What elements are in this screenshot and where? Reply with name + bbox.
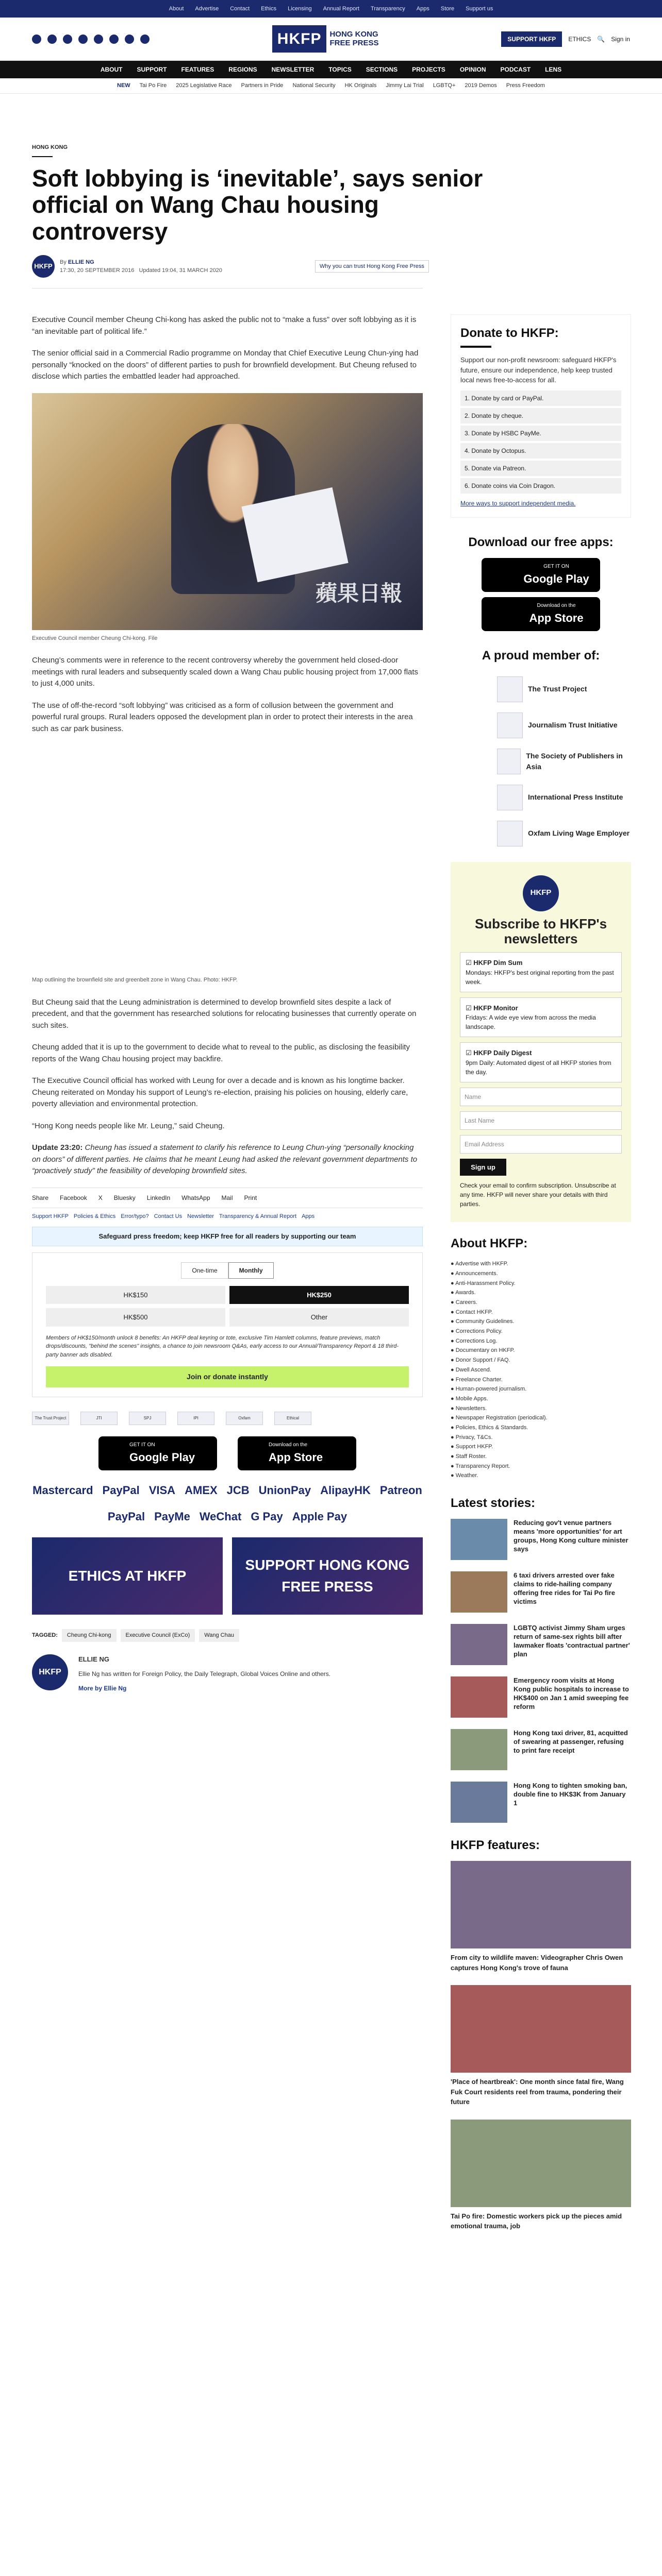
payment-logo: PayMe <box>154 1510 190 1523</box>
about-link[interactable]: ● Weather. <box>451 1472 478 1479</box>
about-link[interactable]: ● Donor Support / FAQ. <box>451 1357 510 1364</box>
about-link[interactable]: ● Staff Roster. <box>451 1453 487 1460</box>
about-link[interactable]: ● Documentary on HKFP. <box>451 1347 515 1354</box>
author-bio: Ellie Ng has written for Foreign Policy, the Daily Telegraph, Global Voices Online and others. <box>78 1670 331 1677</box>
paragraph: Executive Council member Cheung Chi-kong has asked the public not to “make a fuss” over soft lobbying as it is “an inevitable part of political life.” <box>32 315 417 336</box>
main-nav <box>0 61 662 78</box>
topbar-link-licensing[interactable]: Licensing <box>288 5 312 12</box>
ethics-video[interactable]: ETHICS AT HKFP <box>32 1537 223 1615</box>
monthly-option[interactable]: Monthly <box>228 1262 274 1279</box>
donate-heading: Donate to HKFP: <box>460 326 559 340</box>
share-print[interactable]: Print <box>244 1194 257 1201</box>
trending-item[interactable]: National Security <box>292 82 336 89</box>
story-title[interactable]: Hong Kong taxi driver, 81, acquitted of swearing at passenger, refusing to print fare receipt <box>514 1729 628 1754</box>
trending-bar <box>0 78 662 94</box>
share-linkedin[interactable]: LinkedIn <box>146 1194 171 1201</box>
email-input[interactable]: Email Address <box>460 1135 622 1154</box>
nav-item-projects[interactable]: PROJECTS <box>412 66 445 73</box>
topbar-link-support-us[interactable]: Support us <box>466 5 493 12</box>
header-actions <box>501 31 630 47</box>
sidebar-latest <box>451 1494 631 1823</box>
payment-logo: Patreon <box>379 1484 422 1497</box>
latest-story[interactable] <box>451 1676 631 1718</box>
about-link[interactable]: ● Contact HKFP. <box>451 1309 493 1315</box>
email-icon[interactable] <box>125 35 134 44</box>
member-logo[interactable]: Ethical <box>274 1412 311 1425</box>
article-header <box>32 135 630 289</box>
trending-item[interactable]: Partners in Pride <box>241 82 284 89</box>
about-link[interactable]: ● Announcements. <box>451 1270 498 1277</box>
share-bar <box>32 1188 423 1208</box>
about-link[interactable]: ● Advertise with HKFP. <box>451 1261 508 1267</box>
site-logo[interactable] <box>272 25 379 53</box>
author-avatar[interactable]: HKFP <box>32 255 55 278</box>
safeguard-banner[interactable]: Safeguard press freedom; keep HKFP free for all readers by supporting our team <box>32 1227 423 1246</box>
feature-title[interactable]: Tai Po fire: Domestic workers pick up the pieces amid emotional trauma, job <box>451 2212 622 2230</box>
payment-logo: AMEX <box>185 1484 218 1497</box>
author-box <box>32 1654 423 1693</box>
donate-method[interactable]: 1. Donate by card or PayPal. <box>460 391 621 406</box>
feature-title[interactable]: From city to wildlife maven: Videographer Chris Owen captures Hong Kong's trove of fauna <box>451 1954 623 1972</box>
photo-watermark: 蘋果日報 <box>315 581 402 605</box>
updated-date: Updated 19:04, 31 MARCH 2020 <box>139 267 222 274</box>
donate-method[interactable]: 6. Donate coins via Coin Dragon. <box>460 478 621 494</box>
amount-250[interactable]: HK$250 <box>229 1286 409 1304</box>
payment-logo: JCB <box>226 1484 250 1497</box>
photo-caption: Executive Council member Cheung Chi-kong. File <box>32 635 158 641</box>
footer-link[interactable]: Policies & Ethics <box>73 1213 116 1219</box>
logo-text: HONG KONG FREE PRESS <box>329 30 379 47</box>
app-store-button[interactable]: Download on the App Store <box>482 597 600 631</box>
trending-label: NEW <box>117 82 130 89</box>
share-label: Share <box>32 1194 49 1201</box>
member-name: Journalism Trust Initiative <box>528 721 618 729</box>
nav-item-regions[interactable]: REGIONS <box>228 66 257 73</box>
trending-item[interactable]: Tai Po Fire <box>139 82 167 89</box>
member-logo-icon <box>497 749 521 774</box>
donate-note: Members of HK$150/month unlock 8 benefits: An HKFP deal keyring or tote, exclusive Tim Hamlett columns, feature previews, match drops/discounts, "behind the scenes" insights, a chance to join newsroom Q&As, early access to our Annual/Transparency Report & 18 third-party banner ads disabled. <box>46 1334 399 1358</box>
topbar-link-annual-report[interactable]: Annual Report <box>323 5 359 12</box>
signin-link[interactable]: Sign in <box>611 35 630 43</box>
payment-logo: WeChat <box>199 1510 242 1523</box>
more-ways-link[interactable]: More ways to support independent media. <box>460 499 576 507</box>
member-logos-row <box>32 1412 423 1425</box>
member-item[interactable] <box>451 707 631 743</box>
feature-image[interactable] <box>451 2120 631 2207</box>
story-thumbnail[interactable] <box>451 1624 507 1665</box>
feature-story[interactable] <box>451 1861 631 1973</box>
trending-item[interactable]: HK Originals <box>344 82 377 89</box>
facebook-icon[interactable] <box>32 35 41 44</box>
amount-other[interactable]: Other <box>229 1308 409 1327</box>
story-title[interactable]: Emergency room visits at Hong Kong public hospitals to increase to HK$400 on Jan 1 amid sweeping fee reform <box>514 1676 629 1710</box>
payment-logo: G Pay <box>251 1510 283 1523</box>
instagram-icon[interactable] <box>63 35 72 44</box>
member-name: International Press Institute <box>528 793 623 801</box>
topbar-link-advertise[interactable]: Advertise <box>195 5 219 12</box>
author-info <box>78 1654 330 1693</box>
paragraph: The senior official said in a Commercial Radio programme on Monday that Chief Executive Leung Chun-ying had personally “knocked on the doors” of different parties to push for brownfield development. But Cheung refused to disclose which parties the embattled leader had approached. <box>32 349 419 381</box>
member-item[interactable] <box>451 816 631 852</box>
newsletter-option-name: ☑ HKFP Monitor <box>466 1004 518 1012</box>
paragraph: Cheung added that it is up to the government to decide what to reveal to the public, as disclosing the feasibility reports of the Wang Chau housing project may backfire. <box>32 1043 410 1063</box>
newsletter-option[interactable] <box>460 997 622 1038</box>
rss-icon[interactable] <box>140 35 150 44</box>
story-thumbnail[interactable] <box>451 1729 507 1770</box>
trending-item[interactable]: LGBTQ+ <box>433 82 456 89</box>
newsletter-title: Subscribe to HKFP's newsletters <box>474 916 607 947</box>
map-caption: Map outlining the brownfield site and greenbelt zone in Wang Chau. Photo: HKFP. <box>32 977 238 983</box>
newsletter-note: Check your email to confirm subscription. Unsubscribe at any time. HKFP will never share your details with third parties. <box>460 1182 616 1208</box>
nav-item-lens[interactable]: LENS <box>545 66 562 73</box>
paragraph: The Executive Council official has worked with Leung for over a decade and is known as his longtime backer. Cheung reiterated on Monday his support of Leung’s re-election, praising his policies on housing, elderly care, poverty alleviation and environmental protection. <box>32 1076 408 1108</box>
donate-method[interactable]: 3. Donate by HSBC PayMe. <box>460 426 621 441</box>
share-facebook[interactable]: Facebook <box>60 1194 87 1201</box>
topbar-link-about[interactable]: About <box>169 5 184 12</box>
sidebar-donate <box>451 314 631 518</box>
about-link[interactable]: ● Newsletters. <box>451 1405 487 1412</box>
about-link[interactable]: ● Newspaper Registration (periodical). <box>451 1415 548 1421</box>
amount-150[interactable]: HK$150 <box>46 1286 225 1304</box>
feature-image[interactable] <box>451 1861 631 1948</box>
google-play-button[interactable]: GET IT ON Google Play <box>98 1436 217 1470</box>
member-name: The Society of Publishers in Asia <box>526 751 623 771</box>
nav-item-about[interactable]: ABOUT <box>100 66 123 73</box>
newsletter-option-name: ☑ HKFP Daily Digest <box>466 1049 532 1057</box>
member-logo-icon <box>497 821 523 846</box>
feature-title[interactable]: 'Place of heartbreak': One month since fatal fire, Wang Fuk Court residents reel from trauma, pondering their future <box>451 2078 624 2106</box>
members-heading: A proud member of: <box>482 648 600 663</box>
payment-logo: VISA <box>148 1484 176 1497</box>
trending-item[interactable]: 2019 Demos <box>465 82 497 89</box>
about-link[interactable]: ● Freelance Charter. <box>451 1376 503 1383</box>
update-note: Update 23:20: Cheung has issued a statement to clarify his reference to Leung Chun-ying “personally knocking on doors” of different parties. He claims that he meant Leung had asked the relevant government departments to “proactively study” the feasibility of developing brownfield sites. <box>32 1143 418 1175</box>
one-time-option[interactable]: One-time <box>181 1262 228 1279</box>
member-logo-icon <box>497 713 523 738</box>
newsletter-option-name: ☑ HKFP Dim Sum <box>466 959 523 967</box>
nav-item-opinion[interactable]: OPINION <box>459 66 486 73</box>
topbar-link-transparency[interactable]: Transparency <box>370 5 405 12</box>
app-store-button[interactable]: Download on the App Store <box>238 1436 356 1470</box>
latest-heading: Latest stories: <box>451 1496 536 1511</box>
author-link[interactable]: ELLIE NG <box>68 259 94 265</box>
donate-method[interactable]: 5. Donate via Patreon. <box>460 461 621 476</box>
support-hkfp-button[interactable]: SUPPORT HKFP <box>501 31 562 47</box>
newsletter-box <box>451 862 631 1223</box>
member-logo[interactable]: The Trust Project <box>32 1412 69 1425</box>
about-link[interactable]: ● Policies, Ethics & Standards. <box>451 1424 528 1431</box>
author-name[interactable]: ELLIE NG <box>78 1655 109 1663</box>
logo-mark: HKFP <box>272 25 327 53</box>
nav-item-podcast[interactable]: PODCAST <box>500 66 531 73</box>
tag-chip[interactable]: Executive Council (ExCo) <box>121 1629 195 1642</box>
signup-button[interactable]: Sign up <box>460 1159 506 1176</box>
story-thumbnail[interactable] <box>451 1782 507 1823</box>
member-logo[interactable]: JTI <box>80 1412 118 1425</box>
social-icons <box>32 35 150 44</box>
newsletter-option-desc: Fridays: A wide eye view from across the media landscape. <box>466 1014 596 1031</box>
nav-item-features[interactable]: FEATURES <box>181 66 214 73</box>
bluesky-icon[interactable] <box>109 35 119 44</box>
payment-logos <box>32 1482 423 1525</box>
member-logo-icon <box>497 785 523 810</box>
published-date: 17:30, 20 SEPTEMBER 2016 <box>60 267 135 274</box>
latest-story[interactable] <box>451 1729 631 1770</box>
about-link[interactable]: ● Mobile Apps. <box>451 1395 488 1402</box>
trending-item[interactable]: 2025 Legislative Race <box>176 82 232 89</box>
support-video[interactable]: SUPPORT HONG KONG FREE PRESS <box>232 1537 423 1615</box>
about-link[interactable]: ● Community Guidelines. <box>451 1318 515 1325</box>
newsletter-option[interactable] <box>460 1042 622 1082</box>
feature-story[interactable] <box>451 2120 631 2231</box>
footer-link[interactable]: Error/typo? <box>121 1213 149 1219</box>
last-name-input[interactable]: Last Name <box>460 1111 622 1130</box>
member-name: The Trust Project <box>528 685 587 693</box>
article-body <box>32 314 423 1693</box>
trending-item[interactable]: Jimmy Lai Trial <box>386 82 424 89</box>
about-link[interactable]: ● Anti-Harassment Policy. <box>451 1280 516 1286</box>
footer-link[interactable]: Support HKFP <box>32 1213 69 1219</box>
category-kicker[interactable]: HONG KONG <box>32 144 68 150</box>
google-play-button[interactable]: GET IT ON Google Play <box>482 558 600 592</box>
footer-link[interactable]: Apps <box>302 1213 315 1219</box>
amount-options <box>46 1286 409 1327</box>
search-icon[interactable]: 🔍 <box>597 35 605 43</box>
payment-logo: Apple Pay <box>292 1510 347 1523</box>
footer-link[interactable]: Transparency & Annual Report <box>219 1213 297 1219</box>
topbar-link-store[interactable]: Store <box>440 5 455 12</box>
payment-logo: PayPal <box>107 1510 145 1523</box>
member-item[interactable] <box>451 779 631 816</box>
story-thumbnail[interactable] <box>451 1571 507 1613</box>
promo-videos <box>32 1537 423 1615</box>
x-icon[interactable] <box>47 35 57 44</box>
newsletter-badge: HKFP <box>523 875 559 911</box>
about-link[interactable]: ● Corrections Log. <box>451 1337 498 1344</box>
footer-link[interactable]: Contact Us <box>154 1213 183 1219</box>
nav-item-newsletter[interactable]: NEWSLETTER <box>271 66 315 73</box>
donate-methods <box>460 391 621 494</box>
donate-widget <box>32 1252 423 1398</box>
tags-row <box>32 1629 423 1642</box>
payment-logo: UnionPay <box>258 1484 311 1497</box>
member-logo[interactable]: SPJ <box>129 1412 166 1425</box>
story-title[interactable]: Hong Kong to tighten smoking ban, double fine to HK$3K from January 1 <box>514 1782 627 1807</box>
story-title[interactable]: LGBTQ activist Jimmy Sham urges return of same-sex rights bill after lawmaker floats 'contractual partner' plan <box>514 1624 630 1658</box>
paragraph: The use of off-the-record “soft lobbying” was criticised as a form of collusion between the government and powerful rural groups. Rural leaders opposed the development plan in order to protect their interests in the area such as car park business. <box>32 701 413 733</box>
byline-meta: By ELLIE NG 17:30, 20 SEPTEMBER 2016 Updated 19:04, 31 MARCH 2020 <box>60 259 222 274</box>
topbar-link-apps[interactable]: Apps <box>416 5 429 12</box>
latest-story[interactable] <box>451 1519 631 1560</box>
paragraph: “Hong Kong needs people like Mr. Leung,” said Cheung. <box>32 1121 225 1130</box>
about-link[interactable]: ● Privacy, T&Cs. <box>451 1434 493 1440</box>
share-x[interactable]: X <box>98 1194 103 1201</box>
author-avatar[interactable]: HKFP <box>32 1654 68 1690</box>
newsletter-option-desc: 9pm Daily: Automated digest of all HKFP stories from the day. <box>466 1059 611 1076</box>
nav-item-sections[interactable]: SECTIONS <box>366 66 398 73</box>
name-input[interactable]: Name <box>460 1088 622 1106</box>
sidebar-features <box>451 1836 631 2231</box>
frequency-toggle <box>46 1262 409 1279</box>
tagged-label: TAGGED: <box>32 1632 58 1638</box>
about-link[interactable]: ● Awards. <box>451 1290 476 1296</box>
latest-story[interactable] <box>451 1782 631 1823</box>
apps-heading: Download our free apps: <box>468 535 614 549</box>
join-donate-button[interactable]: Join or donate instantly <box>46 1366 409 1387</box>
footer-link[interactable]: Newsletter <box>187 1213 214 1219</box>
sidebar <box>451 314 631 2244</box>
payment-logo: AlipayHK <box>320 1484 371 1497</box>
about-heading: About HKFP: <box>451 1236 528 1251</box>
top-utility-bar <box>0 0 662 18</box>
threads-icon[interactable] <box>78 35 88 44</box>
member-name: Oxfam Living Wage Employer <box>528 829 630 837</box>
about-link[interactable]: ● Support HKFP. <box>451 1444 493 1450</box>
share-whatsapp[interactable]: WhatsApp <box>181 1194 210 1201</box>
donate-text: Support our non-profit newsroom: safeguard HKFP's future, ensure our independence, help keep trusted local news free-to-access for all. <box>460 356 617 384</box>
member-logo[interactable]: IPI <box>177 1412 214 1425</box>
payment-logo: Mastercard <box>32 1484 93 1497</box>
paragraph: Cheung’s comments were in reference to the recent controversy whereby the government held closed-door meetings with rural leaders and subsequently scaled down a Wang Chau public housing project from 17,000 flats to just 4,000 units. <box>32 656 419 688</box>
article-photo <box>32 393 423 630</box>
share-bluesky[interactable]: Bluesky <box>113 1194 136 1201</box>
trending-item[interactable]: Press Freedom <box>506 82 545 89</box>
sidebar-about <box>451 1234 631 1481</box>
trust-link[interactable]: Why you can trust Hong Kong Free Press <box>315 260 429 273</box>
story-thumbnail[interactable] <box>451 1519 507 1560</box>
youtube-icon[interactable] <box>94 35 103 44</box>
footer-links <box>32 1212 423 1221</box>
byline <box>32 255 630 278</box>
article-title: Soft lobbying is ‘inevitable’, says senior official on Wang Chau housing controversy <box>32 164 483 245</box>
paragraph: But Cheung said that the Leung administration is determined to develop brownfield sites despite a lack of precedent, and that the government has researched solutions for relocating businesses that currently operate on such sites. <box>32 997 417 1030</box>
topbar-link-ethics[interactable]: Ethics <box>261 5 277 12</box>
donate-method[interactable]: 4. Donate by Octopus. <box>460 443 621 459</box>
member-item[interactable] <box>451 671 631 707</box>
sidebar-apps <box>451 533 631 631</box>
about-link[interactable]: ● Transparency Report. <box>451 1463 510 1469</box>
donate-method[interactable]: 2. Donate by cheque. <box>460 408 621 423</box>
about-link[interactable]: ● Dwell Ascend. <box>451 1366 491 1373</box>
map-image <box>32 745 423 972</box>
member-logo[interactable]: Oxfam <box>226 1412 263 1425</box>
feature-story[interactable] <box>451 1985 631 2107</box>
nav-item-support[interactable]: SUPPORT <box>137 66 167 73</box>
latest-story[interactable] <box>451 1624 631 1665</box>
about-link[interactable]: ● Human-powered journalism. <box>451 1386 527 1393</box>
story-title[interactable]: Reducing gov't venue partners means 'more opportunities' for art groups, Hong Kong culture minister says <box>514 1519 628 1553</box>
nav-item-topics[interactable]: TOPICS <box>328 66 352 73</box>
amount-500[interactable]: HK$500 <box>46 1308 225 1327</box>
tag-chip[interactable]: Cheung Chi-kong <box>62 1629 117 1642</box>
about-link[interactable]: ● Corrections Policy. <box>451 1328 503 1335</box>
tag-chip[interactable]: Wang Chau <box>199 1629 239 1642</box>
more-by-author-link[interactable]: More by Ellie Ng <box>78 1685 127 1692</box>
story-thumbnail[interactable] <box>451 1676 507 1718</box>
features-heading: HKFP features: <box>451 1838 540 1853</box>
about-link[interactable]: ● Careers. <box>451 1299 477 1306</box>
payment-logo: PayPal <box>102 1484 140 1497</box>
newsletter-option[interactable] <box>460 952 622 992</box>
newsletter-option-desc: Mondays: HKFP's best original reporting from the past week. <box>466 969 614 986</box>
ethics-link[interactable]: ETHICS <box>568 35 591 43</box>
feature-image[interactable] <box>451 1985 631 2073</box>
member-logo-icon <box>497 676 523 702</box>
story-title[interactable]: 6 taxi drivers arrested over fake claims to ride-hailing company offering free rides for Tai Po fire victims <box>514 1571 615 1605</box>
latest-story[interactable] <box>451 1571 631 1613</box>
sidebar-members <box>451 647 631 852</box>
member-item[interactable] <box>451 743 631 779</box>
share-mail[interactable]: Mail <box>221 1194 233 1201</box>
app-store-buttons <box>32 1436 423 1470</box>
topbar-link-contact[interactable]: Contact <box>230 5 250 12</box>
site-header <box>0 18 662 61</box>
